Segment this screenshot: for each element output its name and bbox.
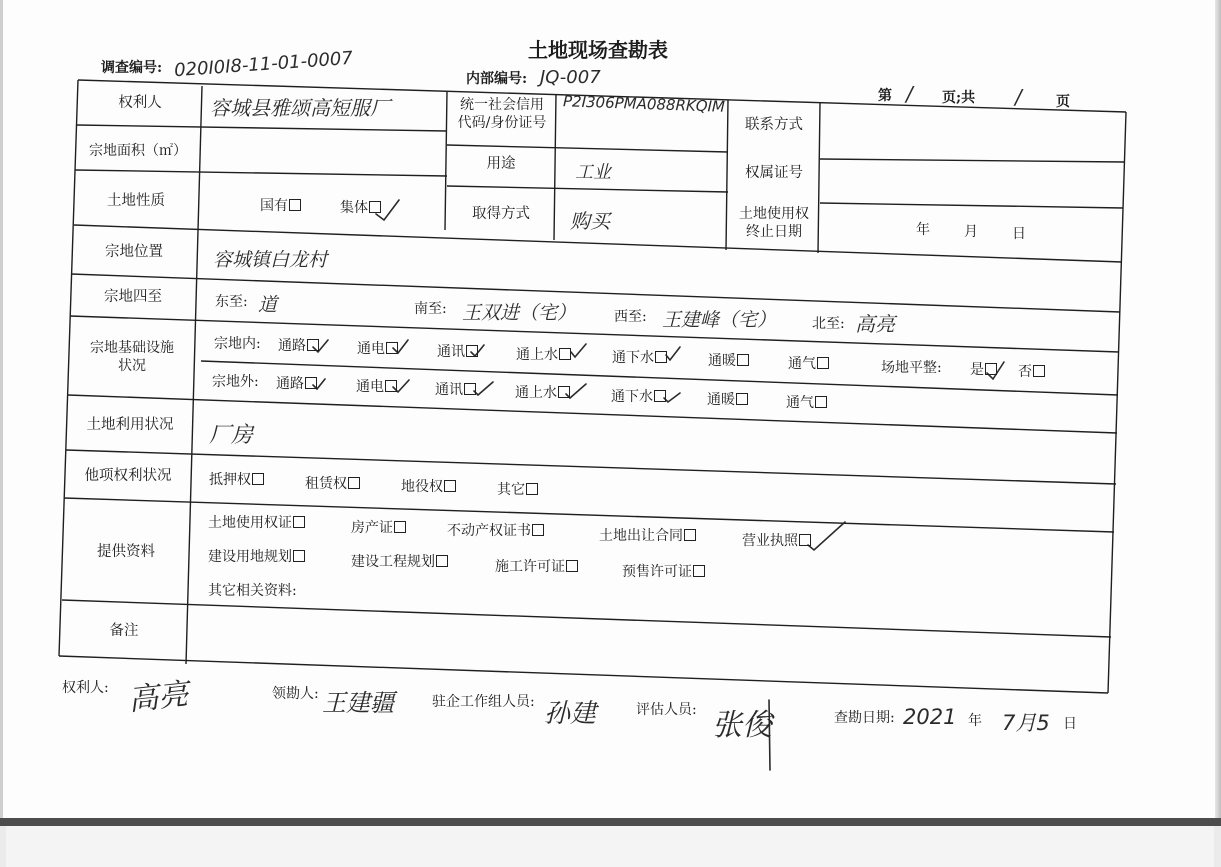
land-use-cert-option: [208, 515, 305, 531]
inner-water-supply-text: 通上水: [516, 347, 558, 363]
business-license-text: 营业执照: [742, 533, 798, 549]
next-page-sheet: [6, 826, 1214, 867]
north-label: 北至:: [812, 316, 845, 332]
checkbox-icon: [817, 357, 829, 369]
checkbox-icon: [985, 363, 997, 375]
site-leveling-yes-option: [970, 362, 997, 378]
outer-power-text: 通电: [356, 379, 384, 395]
survey-number-value: 020I0I8-11-01-0007: [173, 47, 354, 82]
internal-number-label: 内部编号:: [466, 71, 528, 87]
outer-drainage-text: 通下水: [611, 389, 653, 405]
inner-power-text: 通电: [357, 341, 385, 357]
page-label-end: 页: [1056, 94, 1070, 110]
easement-text: 地役权: [401, 479, 443, 495]
appraiser-label: 评估人员:: [636, 702, 697, 718]
presale-permit-option: [622, 564, 705, 580]
area-label: 宗地面积（㎡）: [89, 143, 187, 159]
outer-water-supply-option: [515, 385, 570, 401]
land-use-status-value: 厂房: [209, 423, 254, 448]
outer-water-supply-text: 通上水: [515, 385, 557, 401]
survey-date-label: 查勘日期:: [834, 710, 895, 726]
inner-water-supply-option: [516, 347, 571, 363]
usage-value: 工业: [575, 162, 611, 183]
internal-number-value: JQ-007: [540, 67, 601, 88]
checkbox-icon: [526, 483, 538, 495]
next-page-preview: [0, 826, 1221, 867]
west-value: 王建峰（宅）: [662, 309, 777, 331]
survey-date-month-day: 7月5: [1002, 711, 1050, 735]
survey-date-day-unit: 日: [1063, 716, 1077, 732]
outer-gas-text: 通气: [786, 395, 814, 411]
construction-permit-text: 施工许可证: [495, 559, 565, 575]
other-right-text: 其它: [497, 482, 525, 498]
use-right-end-label: [730, 205, 818, 241]
materials-label: 提供资料: [97, 544, 155, 560]
survey-number-label: 调查编号:: [101, 60, 163, 76]
property-cert-option: [351, 520, 406, 536]
checkbox-icon: [436, 555, 448, 567]
page-number-slash: /: [906, 82, 913, 106]
outer-road-text: 通路: [276, 376, 304, 392]
inner-road-option: [278, 338, 319, 354]
credit-code-label-line1: 统一社会信用: [460, 97, 544, 113]
outer-infra-label: 宗地外:: [212, 374, 259, 390]
checkbox-icon: [385, 380, 397, 392]
land-use-status-label: 土地利用状况: [86, 417, 174, 433]
infrastructure-label-line2: 状况: [118, 358, 146, 374]
page-label-first: 第: [878, 88, 892, 104]
infrastructure-label: [70, 339, 194, 375]
east-label: 东至:: [215, 294, 248, 310]
inner-gas-option: [788, 356, 829, 372]
checkbox-icon: [348, 477, 360, 489]
end-date-day-unit: 日: [1012, 226, 1026, 242]
outer-heating-option: [707, 392, 748, 408]
inner-heating-option: [708, 353, 749, 369]
inner-drainage-text: 通下水: [612, 350, 654, 366]
use-right-end-label-line1: 土地使用权: [739, 206, 809, 222]
land-nature-state-text: 国有: [260, 198, 288, 214]
usage-label: 用途: [486, 156, 516, 172]
north-value: 高亮: [855, 312, 895, 336]
east-value: 道: [258, 294, 278, 316]
owner-value: 容城县雅颂高短服厂: [210, 96, 390, 120]
real-estate-cert-option: [447, 523, 544, 539]
site-leveling-label: 场地平整:: [881, 360, 942, 376]
boundaries-label: 宗地四至: [104, 289, 162, 305]
checkbox-icon: [444, 480, 456, 492]
land-transfer-contract-option: [599, 528, 696, 544]
checkbox-icon: [464, 383, 476, 395]
remarks-label: 备注: [109, 623, 139, 639]
land-planning-option: [208, 549, 305, 565]
end-date-month-unit: 月: [964, 224, 978, 240]
end-date-year-unit: 年: [916, 222, 930, 238]
contact-label: 联系方式: [745, 117, 803, 133]
land-use-cert-text: 土地使用权证: [208, 515, 292, 531]
land-transfer-contract-text: 土地出让合同: [599, 528, 683, 544]
lease-option: [305, 476, 360, 492]
checkbox-icon: [369, 201, 381, 213]
inner-gas-text: 通气: [788, 356, 816, 372]
outer-drainage-option: [611, 389, 666, 405]
inner-power-option: [357, 341, 398, 357]
construction-planning-option: [351, 554, 448, 570]
checkbox-icon: [566, 560, 578, 572]
checkbox-icon: [799, 534, 811, 546]
business-license-option: [742, 533, 811, 549]
other-rights-label: 他项权利状况: [84, 468, 172, 484]
checkbox-icon: [305, 377, 317, 389]
south-value: 王双进（宅）: [462, 302, 577, 324]
team-member-signature: 孙建: [544, 699, 597, 729]
document-title: 土地现场查勘表: [528, 38, 668, 62]
land-nature-collective-option: [340, 200, 381, 216]
outer-gas-option: [786, 395, 827, 411]
team-member-label: 驻企工作组人员:: [432, 694, 535, 710]
outer-road-option: [276, 376, 317, 392]
checkbox-icon: [307, 339, 319, 351]
page-total-slash: /: [1015, 85, 1022, 109]
owner-label: 权利人: [118, 95, 162, 111]
inner-infra-label: 宗地内:: [214, 336, 261, 352]
credit-code-label: [450, 96, 554, 132]
location-value: 容城镇白龙村: [213, 249, 328, 271]
outer-heating-text: 通暖: [707, 392, 735, 408]
location-label: 宗地位置: [105, 244, 163, 260]
west-label: 西至:: [614, 309, 647, 325]
checkbox-icon: [736, 393, 748, 405]
site-leveling-no-text: 否: [1018, 364, 1032, 380]
acquire-method-value: 购买: [570, 209, 610, 233]
page-label-total: 页;共: [942, 90, 976, 106]
checkbox-icon: [737, 354, 749, 366]
checkbox-icon: [559, 348, 571, 360]
use-right-end-label-line2: 终止日期: [746, 224, 802, 240]
checkbox-icon: [466, 345, 478, 357]
other-materials-label: 其它相关资料:: [208, 583, 297, 599]
surveyor-signature-label: 领勘人:: [272, 686, 319, 702]
checkbox-icon: [386, 342, 398, 354]
checkbox-icon: [1033, 365, 1045, 377]
checkbox-icon: [394, 521, 406, 533]
construction-planning-text: 建设工程规划: [351, 554, 435, 570]
checkbox-icon: [289, 199, 301, 211]
checkbox-icon: [693, 565, 705, 577]
owner-signature: 高亮: [126, 676, 191, 719]
real-estate-cert-text: 不动产权证书: [447, 523, 531, 539]
inner-telecom-text: 通讯: [437, 344, 465, 360]
cert-number-label: 权属证号: [745, 165, 803, 181]
checkbox-icon: [558, 386, 570, 398]
inner-heating-text: 通暖: [708, 353, 736, 369]
outer-power-option: [356, 379, 397, 395]
page-separator: [0, 818, 1221, 826]
survey-date-year-unit: 年: [968, 713, 982, 729]
outer-telecom-text: 通讯: [435, 382, 463, 398]
inner-road-text: 通路: [278, 338, 306, 354]
checkbox-icon: [293, 550, 305, 562]
south-label: 南至:: [414, 301, 447, 317]
inner-drainage-option: [612, 350, 667, 366]
infrastructure-label-line1: 宗地基础设施: [90, 340, 174, 356]
credit-code-label-line2: 代码/身份证号: [457, 115, 547, 131]
appraiser-signature: 张俊: [712, 708, 772, 743]
survey-date-year: 2021: [903, 705, 957, 729]
land-planning-text: 建设用地规划: [208, 549, 292, 565]
checkbox-icon: [815, 396, 827, 408]
surveyor-signature: 王建疆: [322, 689, 394, 717]
checkbox-icon: [684, 529, 696, 541]
owner-signature-label: 权利人:: [62, 680, 109, 696]
outer-telecom-option: [435, 382, 476, 398]
presale-permit-text: 预售许可证: [622, 564, 692, 580]
mortgage-text: 抵押权: [209, 472, 251, 488]
mortgage-option: [209, 472, 264, 488]
acquire-method-label: 取得方式: [472, 206, 530, 222]
land-nature-label: 土地性质: [107, 193, 165, 209]
inner-telecom-option: [437, 344, 478, 360]
land-nature-collective-text: 集体: [340, 200, 368, 216]
checkbox-icon: [532, 524, 544, 536]
construction-permit-option: [495, 559, 578, 575]
checkbox-icon: [654, 390, 666, 402]
site-leveling-no-option: [1018, 364, 1045, 380]
site-leveling-yes-text: 是: [970, 362, 984, 378]
checkbox-icon: [293, 516, 305, 528]
checkbox-icon: [252, 473, 264, 485]
lease-text: 租赁权: [305, 476, 347, 492]
other-right-option: [497, 482, 538, 498]
land-nature-state-option: [260, 198, 301, 214]
checkbox-icon: [655, 351, 667, 363]
property-cert-text: 房产证: [351, 520, 393, 536]
credit-code-value: P2I306PMA088RKQIM: [562, 92, 726, 116]
easement-option: [401, 479, 456, 495]
